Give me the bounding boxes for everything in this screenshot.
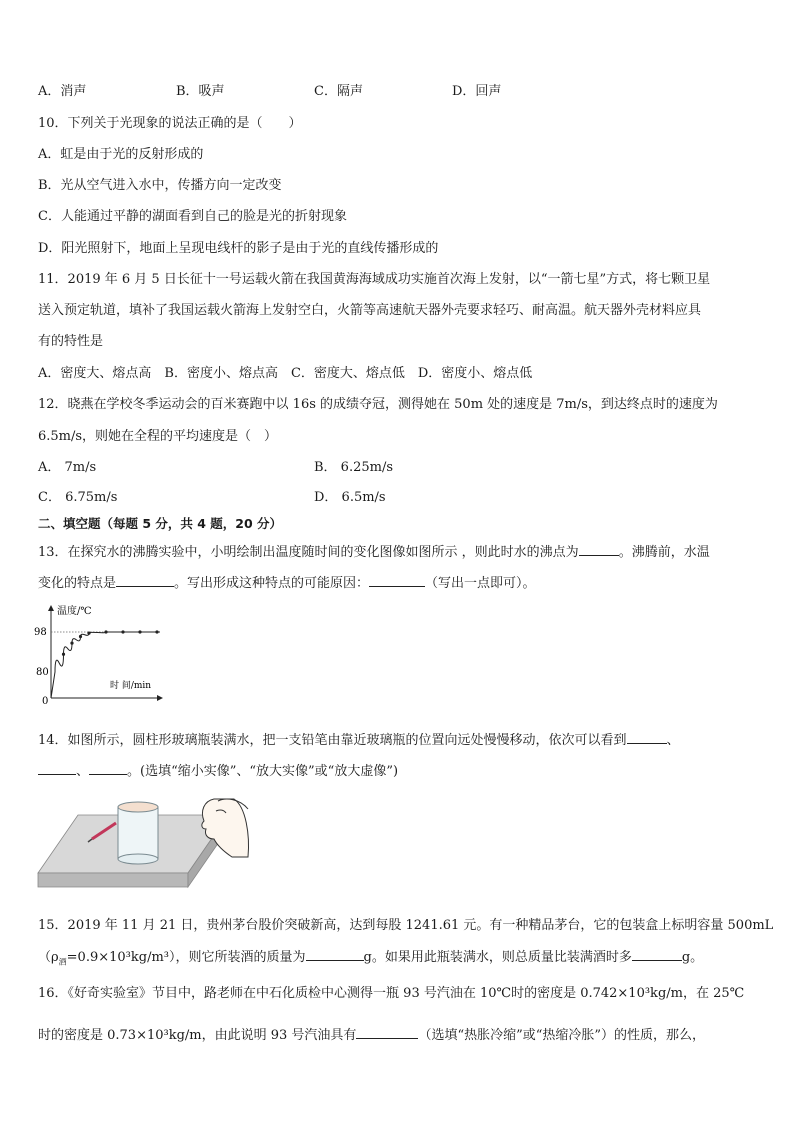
q15-text-2a: （ρ: [38, 950, 59, 965]
q13-text-1b: 。沸腾前，水温: [618, 545, 710, 560]
q15-blank-difference[interactable]: [632, 948, 682, 961]
bottle-base: [118, 854, 158, 864]
q16-text-2b: （选填“热胀冷缩”或“热缩冷胀”）的性质，那么，: [418, 1028, 706, 1043]
q15-text-2c: g。如果用此瓶装满水，则总质量比装满酒时多: [363, 950, 632, 965]
q13-blank-trend[interactable]: [116, 574, 174, 587]
q13-text-2c: （写出一点即可）。: [425, 576, 536, 591]
temperature-chart: [30, 600, 170, 710]
q15-text-2d: g。: [681, 950, 704, 965]
q14-line-2: [38, 762, 398, 780]
y-axis-label: 温度/℃: [57, 606, 92, 617]
q11-line-1: 11．2019 年 6 月 5 日长征十一号运载火箭在我国黄海海域成功实施首次海上发射，以“一箭七星”方式，将七颗卫星: [38, 272, 711, 287]
bottle-pencil-illustration: [36, 795, 266, 895]
q13-line-2: [38, 574, 536, 592]
q10-option-d: D．阳光照射下，地面上呈现电线杆的影子是由于光的直线传播形成的: [38, 241, 439, 256]
data-point: [62, 653, 65, 656]
q11-options: A．密度大、熔点高 B．密度小、熔点高 C．密度大、熔点低 D．密度小、熔点低: [38, 366, 533, 381]
q14-text-2a: 、: [76, 764, 90, 779]
q14-blank-1[interactable]: [627, 731, 667, 744]
y-tick-0: 0: [42, 696, 49, 707]
q13-line-1: [38, 543, 710, 561]
q9-option-d: D．回声: [452, 84, 502, 99]
section-heading: 二、填空题（每题 5 分，共 4 题，20 分）: [38, 516, 283, 531]
q14-text-2b: 。(选填“缩小实像”、“放大实像”或“放大虚像”): [127, 764, 399, 779]
data-point: [87, 632, 90, 635]
q12-option-c: C． 6.75m/s: [38, 490, 118, 505]
q12-line-1: 12．晓燕在学校冬季运动会的百米赛跑中以 16s 的成绩夺冠，测得她在 50m 处的速度是 7m/s，到达终点时的速度为: [38, 397, 718, 412]
q16-blank-property[interactable]: [356, 1026, 418, 1039]
q9-option-c: C．隔声: [314, 84, 363, 99]
q15-line-2: [38, 948, 703, 971]
q12-option-d: D． 6.5m/s: [314, 490, 386, 505]
q9-option-a: A．消声: [38, 84, 87, 99]
q12-line-2: 6.5m/s，则她在全程的平均速度是（ ）: [38, 429, 278, 444]
q16-text-2a: 时的密度是 0.73×10³kg/m，由此说明 93 号汽油具有: [38, 1028, 357, 1043]
y-tick-80: 80: [36, 667, 49, 678]
q14-text-1end: 、: [666, 733, 680, 748]
q13-blank-reason[interactable]: [369, 574, 425, 587]
q13-text-2a: 变化的特点是: [38, 576, 117, 591]
bottle-top: [118, 802, 158, 812]
q14-blank-3[interactable]: [89, 762, 127, 775]
q15-subscript: 酒: [58, 957, 67, 967]
q13-text-2b: 。写出形成这种特点的可能原因：: [174, 576, 370, 591]
q15-blank-mass[interactable]: [306, 948, 364, 961]
q14-text-1: 14．如图所示，圆柱形玻璃瓶装满水，把一支铅笔由靠近玻璃瓶的位置向远处慢慢移动，依次可以看到: [38, 733, 627, 748]
q11-line-3: 有的特性是: [38, 334, 104, 349]
q10-stem: 10．下列关于光现象的说法正确的是（ ）: [38, 116, 302, 131]
q13-blank-boiling-point[interactable]: [579, 543, 619, 556]
q13-text-1a: 13．在探究水的沸腾实验中，小明绘制出温度随时间的变化图像如图所示 ，则此时水的沸点为: [38, 545, 579, 560]
x-axis-label: 时 间/min: [110, 681, 152, 691]
data-point: [79, 635, 82, 638]
q12-option-b: B． 6.25m/s: [314, 460, 394, 475]
data-point: [70, 642, 73, 645]
q15-line-1: 15．2019 年 11 月 21 日，贵州茅台股价突破新高，达到每股 1241.61 元。有一种精品茅台，它的包装盒上标明容量 500mL: [38, 918, 774, 933]
table-front: [38, 873, 188, 887]
q11-line-2: 送入预定轨道，填补了我国运载火箭海上发射空白，火箭等高速航天器外壳要求轻巧、耐高温。航天器外壳材料应具: [38, 303, 702, 318]
data-point: [104, 630, 107, 633]
data-point: [155, 630, 158, 633]
glass-bottle: [118, 807, 158, 859]
q14-blank-2[interactable]: [38, 762, 76, 775]
q10-option-b: B．光从空气进入水中，传播方向一定改变: [38, 178, 282, 193]
data-point: [121, 630, 124, 633]
data-point: [138, 630, 141, 633]
q12-option-a: A． 7m/s: [38, 460, 97, 475]
q14-line-1: [38, 731, 680, 749]
q15-text-2b: =0.9×10³kg/m³），则它所装酒的质量为: [66, 950, 306, 965]
y-tick-98: 98: [34, 627, 47, 638]
q10-option-a: A．虹是由于光的反射形成的: [38, 147, 204, 162]
q16-line-2: [38, 1026, 705, 1044]
q16-line-1: 16．《好奇实验室》节目中，路老师在中石化质检中心测得一瓶 93 号汽油在 10℃时的密度是 0.742×10³kg/m，在 25℃: [38, 986, 745, 1001]
q10-option-c: C．人能通过平静的湖面看到自己的脸是光的折射现象: [38, 209, 347, 224]
q9-option-b: B．吸声: [176, 84, 225, 99]
